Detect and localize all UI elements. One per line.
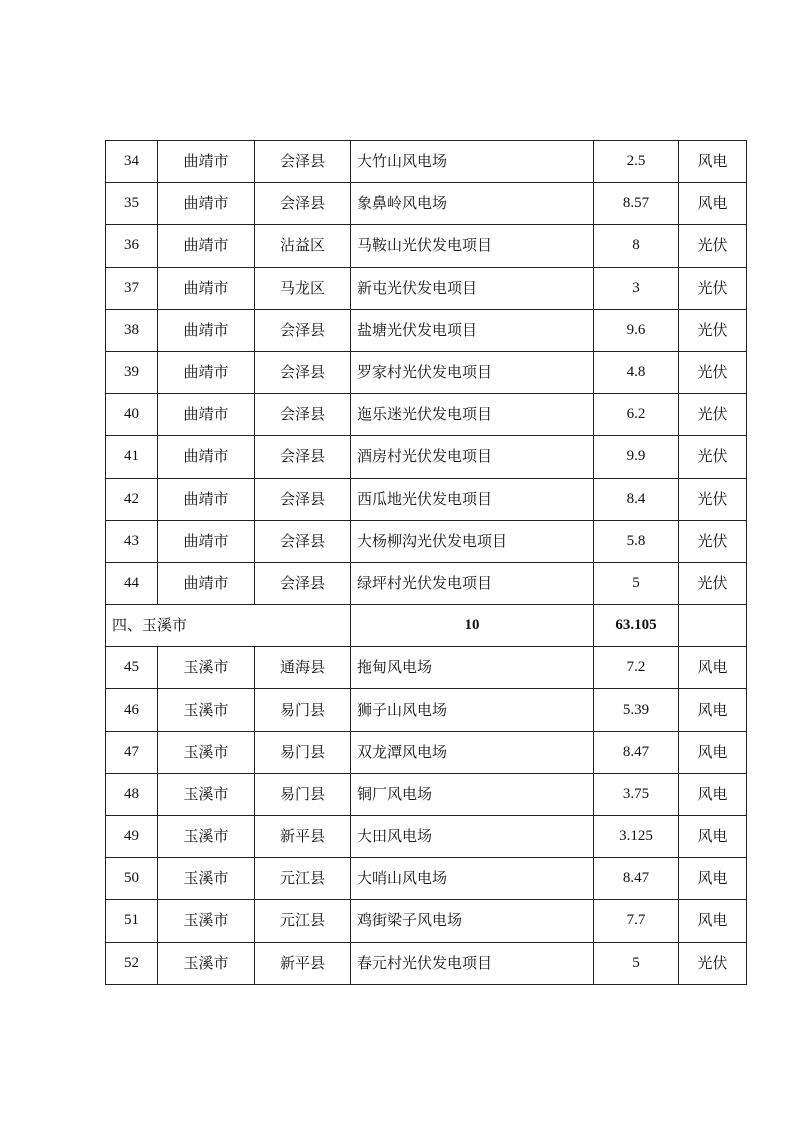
row-capacity: 3.75 <box>594 773 679 815</box>
row-number: 48 <box>106 773 158 815</box>
row-energy-type: 风电 <box>679 647 747 689</box>
table-row <box>106 900 747 942</box>
row-project-name: 大竹山风电场 <box>351 141 594 183</box>
row-project-name: 新屯光伏发电项目 <box>351 267 594 309</box>
row-energy-type: 风电 <box>679 858 747 900</box>
row-capacity: 9.9 <box>594 436 679 478</box>
table-row <box>106 436 747 478</box>
row-capacity: 8.47 <box>594 731 679 773</box>
row-number: 37 <box>106 267 158 309</box>
table-row <box>106 942 747 984</box>
row-number: 35 <box>106 183 158 225</box>
row-number: 45 <box>106 647 158 689</box>
row-city: 曲靖市 <box>158 309 255 351</box>
table-row <box>106 647 747 689</box>
project-table <box>105 140 747 985</box>
row-energy-type: 风电 <box>679 731 747 773</box>
row-energy-type: 光伏 <box>679 309 747 351</box>
row-county: 会泽县 <box>255 309 351 351</box>
row-city: 曲靖市 <box>158 436 255 478</box>
row-county: 会泽县 <box>255 394 351 436</box>
table-row <box>106 351 747 393</box>
row-number: 38 <box>106 309 158 351</box>
row-county: 会泽县 <box>255 436 351 478</box>
row-energy-type: 风电 <box>679 900 747 942</box>
table-row <box>106 520 747 562</box>
row-city: 玉溪市 <box>158 858 255 900</box>
table-row <box>106 773 747 815</box>
table-row <box>106 267 747 309</box>
row-county: 易门县 <box>255 731 351 773</box>
section-capacity-total: 63.105 <box>594 605 679 647</box>
row-project-name: 铜厂风电场 <box>351 773 594 815</box>
row-number: 34 <box>106 141 158 183</box>
row-number: 39 <box>106 351 158 393</box>
row-energy-type: 光伏 <box>679 562 747 604</box>
table-row <box>106 816 747 858</box>
row-county: 会泽县 <box>255 520 351 562</box>
row-energy-type: 光伏 <box>679 520 747 562</box>
row-county: 会泽县 <box>255 478 351 520</box>
row-city: 曲靖市 <box>158 394 255 436</box>
row-capacity: 7.7 <box>594 900 679 942</box>
row-city: 玉溪市 <box>158 647 255 689</box>
row-county: 新平县 <box>255 816 351 858</box>
row-capacity: 3 <box>594 267 679 309</box>
row-energy-type: 光伏 <box>679 267 747 309</box>
row-capacity: 8.47 <box>594 858 679 900</box>
row-county: 会泽县 <box>255 562 351 604</box>
row-project-name: 罗家村光伏发电项目 <box>351 351 594 393</box>
row-project-name: 大杨柳沟光伏发电项目 <box>351 520 594 562</box>
table-row <box>106 478 747 520</box>
row-county: 会泽县 <box>255 183 351 225</box>
table-row <box>106 183 747 225</box>
row-county: 通海县 <box>255 647 351 689</box>
row-number: 36 <box>106 225 158 267</box>
row-capacity: 3.125 <box>594 816 679 858</box>
row-county: 易门县 <box>255 773 351 815</box>
row-project-name: 绿坪村光伏发电项目 <box>351 562 594 604</box>
table-row <box>106 141 747 183</box>
row-city: 玉溪市 <box>158 731 255 773</box>
row-energy-type: 光伏 <box>679 478 747 520</box>
table-row <box>106 394 747 436</box>
row-county: 元江县 <box>255 900 351 942</box>
row-energy-type: 光伏 <box>679 351 747 393</box>
row-capacity: 5.39 <box>594 689 679 731</box>
row-city: 曲靖市 <box>158 267 255 309</box>
row-number: 41 <box>106 436 158 478</box>
row-number: 42 <box>106 478 158 520</box>
row-number: 51 <box>106 900 158 942</box>
row-capacity: 5 <box>594 942 679 984</box>
row-number: 50 <box>106 858 158 900</box>
table-row <box>106 858 747 900</box>
row-energy-type: 风电 <box>679 816 747 858</box>
row-city: 曲靖市 <box>158 478 255 520</box>
row-county: 沾益区 <box>255 225 351 267</box>
row-project-name: 大哨山风电场 <box>351 858 594 900</box>
section-label: 四、玉溪市 <box>106 605 351 647</box>
row-city: 玉溪市 <box>158 773 255 815</box>
row-project-name: 酒房村光伏发电项目 <box>351 436 594 478</box>
row-capacity: 7.2 <box>594 647 679 689</box>
row-city: 曲靖市 <box>158 141 255 183</box>
row-capacity: 5 <box>594 562 679 604</box>
row-project-name: 马鞍山光伏发电项目 <box>351 225 594 267</box>
row-city: 玉溪市 <box>158 942 255 984</box>
row-project-name: 象鼻岭风电场 <box>351 183 594 225</box>
section-row-yuxi <box>106 605 747 647</box>
row-number: 49 <box>106 816 158 858</box>
row-project-name: 迤乐迷光伏发电项目 <box>351 394 594 436</box>
row-energy-type: 风电 <box>679 183 747 225</box>
row-capacity: 5.8 <box>594 520 679 562</box>
row-energy-type: 风电 <box>679 773 747 815</box>
row-project-name: 西瓜地光伏发电项目 <box>351 478 594 520</box>
row-project-name: 春元村光伏发电项目 <box>351 942 594 984</box>
row-county: 会泽县 <box>255 351 351 393</box>
row-energy-type: 风电 <box>679 689 747 731</box>
row-capacity: 8.4 <box>594 478 679 520</box>
table-row <box>106 731 747 773</box>
row-city: 曲靖市 <box>158 183 255 225</box>
row-project-name: 狮子山风电场 <box>351 689 594 731</box>
row-capacity: 2.5 <box>594 141 679 183</box>
row-city: 曲靖市 <box>158 225 255 267</box>
row-capacity: 6.2 <box>594 394 679 436</box>
row-city: 曲靖市 <box>158 351 255 393</box>
row-capacity: 9.6 <box>594 309 679 351</box>
row-county: 会泽县 <box>255 141 351 183</box>
row-number: 47 <box>106 731 158 773</box>
project-table-body <box>106 141 747 985</box>
row-capacity: 8.57 <box>594 183 679 225</box>
row-energy-type: 光伏 <box>679 225 747 267</box>
row-project-name: 拖甸风电场 <box>351 647 594 689</box>
row-city: 曲靖市 <box>158 562 255 604</box>
table-row <box>106 309 747 351</box>
row-project-name: 大田风电场 <box>351 816 594 858</box>
row-project-name: 双龙潭风电场 <box>351 731 594 773</box>
row-energy-type: 光伏 <box>679 436 747 478</box>
table-row <box>106 689 747 731</box>
row-number: 40 <box>106 394 158 436</box>
row-energy-type: 风电 <box>679 141 747 183</box>
row-county: 新平县 <box>255 942 351 984</box>
section-type-empty <box>679 605 747 647</box>
row-energy-type: 光伏 <box>679 942 747 984</box>
table-row <box>106 562 747 604</box>
row-city: 曲靖市 <box>158 520 255 562</box>
row-city: 玉溪市 <box>158 900 255 942</box>
row-number: 43 <box>106 520 158 562</box>
row-city: 玉溪市 <box>158 816 255 858</box>
section-project-count: 10 <box>351 605 594 647</box>
row-energy-type: 光伏 <box>679 394 747 436</box>
table-row <box>106 225 747 267</box>
row-number: 52 <box>106 942 158 984</box>
row-county: 易门县 <box>255 689 351 731</box>
row-number: 46 <box>106 689 158 731</box>
row-county: 元江县 <box>255 858 351 900</box>
row-number: 44 <box>106 562 158 604</box>
row-county: 马龙区 <box>255 267 351 309</box>
row-capacity: 8 <box>594 225 679 267</box>
row-city: 玉溪市 <box>158 689 255 731</box>
row-capacity: 4.8 <box>594 351 679 393</box>
row-project-name: 盐塘光伏发电项目 <box>351 309 594 351</box>
row-project-name: 鸡街梁子风电场 <box>351 900 594 942</box>
